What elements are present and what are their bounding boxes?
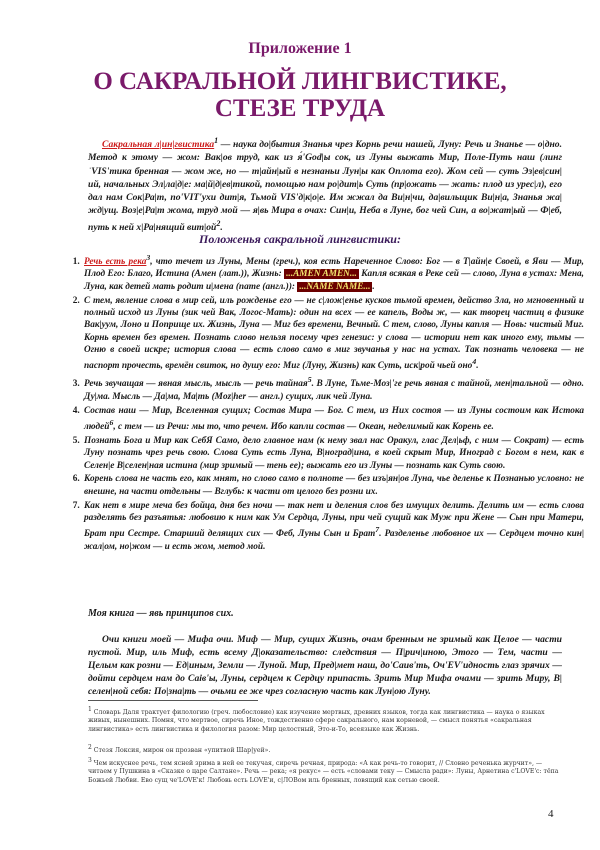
proposition-text: Речь звучащая — явная мысль, мысль — речь тайная xyxy=(84,379,308,390)
proposition-text: Познать Бога и Мир как СебЯ Само, дело главное нам (к нему звал нас Оракул, глас Дел|ьф, с ним — Сократ) — есть Луну познать чрез речь свою. Слова Суть есть Луна, В|ноград|ина, в коей скрыт Мир, Иноград с Богом в нем, как в Селен|е В|селен|ная истина (мир зримый — тень ее); выжать его из Луны — познать как Суть свою. xyxy=(84,435,584,471)
footnote-number: 3 xyxy=(88,757,92,764)
intro-text: — наука до|бытия Знанья чрез Корнь речи нашей, Луну: Речь и Знанье — о|дно. Метод к этому — жом: Вак|ов труд, как из я́'God|ы сок, из Луны выжать Мир, Поле-Путь наш (лингˈVIS'тика бренная — жом же, но — т|айн|ый в незнаньи Лун|ы как Оплота его). Жом сей — суть Эз|ев|син|ий, начальных Эл|ла|д|е: ма|й|д|ев|тикой, помощью нам ро|дит|ь Суть (пр|ожать — жать: плод из урес|л), его дал нам Сок|Ра|т, по'VIT'ухи дит|я, Тьмой VIS'д|к|о|е. Им жжал да Ви|н|чи, да|вильщик Ви|н|а, Знанья жа|жд|ущ. Воз|е|Ра|т жома, труд мой — я|вь Мира в очах: Син|и, Неба в Луне, бог чей Син, а во|жат|ый — Ф|еб, путь к ней х|Ра|нящий вит|ой xyxy=(88,139,562,234)
amen-badge: ...AMEN AMEN... xyxy=(286,269,357,280)
proposition-lead: Речь есть река xyxy=(84,257,147,268)
page-number: 4 xyxy=(548,808,554,820)
propositions-list xyxy=(62,252,584,555)
footnote-divider xyxy=(88,700,258,701)
book-statement: Моя книга — явь принципов сих. xyxy=(88,608,234,619)
proposition-item xyxy=(82,374,584,403)
proposition-tail: . xyxy=(476,361,479,372)
footnote-text: Словарь Даля трактует филологию (греч. любословие) как изучение мертвых, древних языков, тогда как лингвистика — наука о языках живых, нынешних. Помня, что мертвое, сиречь Иное, тождественно сфере сакрального, нам корневой, — смысл понятья «сакральная лингвистика» есть лингвистика и филология разом: Мир целостный, Это-и-То, всеязыке как Жизнь. xyxy=(88,709,545,733)
proposition-text: Как нет в мире меча без бойца, дня без ночи — так нет и деления слов без имущих делить. Делить им — есть слова разделять без разъятья: любовию к ним как Ум Сердца, Луны, при чей сущий как Муж при Жене — Сын при Матери, Брат при Сестре. Старший делящих сих — Феб, Луны Сын и Брат xyxy=(84,500,584,540)
intro-paragraph: Сакральная л|ин|гвистика$^1$ — наука до|бытия Знанья чрез Корнь речи нашей, Луну: Речь и Знанье — о|дно. Метод к этому — жом: Вак|ов труд, как из я́'God|ы сок, из Луны выжать Мир, Поле-Путь наш (лингˈVIS'тика бренная — жом же, но — т|айн|ый в незнаньи Лун|ы как Оплота его). Жом сей — суть Эз|ев|син|ий, начальных Эл|ла|д|е: ма|й|д|ев|тикой, помощью нам ро|дит|ь Суть (пр|ожать — жать: плод из урес|л), его дал нам Сок|Ра|т, по'VIT'ухи дит|я, Тьмой VIS'д|к|о|е. Им жжал да Ви|н|чи, да|вильщик Ви|н|а, Знанья жа|жд|ущ. Воз|е|Ра|т жома, труд мой — я|вь Мира в очах: Син|и, Неба в Луне, бог чей Син, а во|жат|ый — Ф|еб, путь к ней х|Ра|нящий $вит|ой^2$. xyxy=(88,136,562,234)
footnote-2 xyxy=(88,744,562,755)
proposition-tail: . Разделенье любовное их — Сердцем точно кин|жал|ом, но|жом — и есть жом, метод мой. xyxy=(84,529,584,552)
proposition-tail: . В Луне, Тьме-Моз|'ге речь явная с тайной, мен|тальной — одно. Ду|ма. Мысль — Да|ма, Ма|ть (Moz|her — англ.) сущих, лик чей Луна. xyxy=(84,379,584,402)
footnote-number: 2 xyxy=(88,744,92,751)
section-subheading: Положенья сакральной лингвистики: xyxy=(199,232,401,246)
footnote-ref-4[interactable]: 4 xyxy=(472,357,477,367)
proposition-item xyxy=(82,500,584,553)
title-line-1: О САКРАЛЬНОЙ ЛИНГВИСТИКЕ, xyxy=(93,68,507,95)
footnote-ref-7[interactable]: 7 xyxy=(375,525,380,535)
proposition-text: Корень слова не часть его, как мнят, но слово само в полноте — без изъ|ян|ов Луна, чье деленье к Познанью условно: не внешне, на части отдельны — Вглубь: к части от целого без розни их. xyxy=(84,474,584,497)
page-title xyxy=(40,68,560,122)
proposition-item xyxy=(82,295,584,373)
footnote-ref-6[interactable]: 6 xyxy=(109,417,114,427)
name-badge: ...NAME NAME... xyxy=(299,281,371,292)
footnote-text: Чем искуснее речь, тем ясней зрима в ней ее текучая, сиречь речная, природа: «А как речь-то говорит, // Словно реченька журчит», — читаем у Пушкина в «Сказке о царе Салтане». Речь — река; «я рекус» — есть «словами теку — Смысла ради»: Луны, Арнетина с'LOVE'с: тёпа Божьей Любви. Ево сущ че'LOVE'к! Любовь есть LOVE'и, с|ЛОВом иль бренных, ловящий как сетью своей. xyxy=(88,760,559,784)
proposition-item xyxy=(82,405,584,434)
proposition-text: С тем, явление слова в мир сей, иль рожденье его — не с|лож|енье кусков тьмой времен, действо Зла, но мгновенный и полный исход из Луны (зик чей Вак, Логос-Мать): один на всех — ее капель, Воды ж, — как творец частиц в физике Вак|уум, Лоно и Поприще их. Жизнь, Луна — Миг без времени, Вечный. С тем, слово, Луны капля — Новь: чистый Миг. Корнь времен без времен. Познать слово нельзя посему чрез генезис: у слова — истории нет как иного ему, тьмы — Огню в своей искре; история слова — есть слово само в миг звучанья у нас на устах. Так познать человека — не паспорт прочесть, времён свиток, но душу его: Миг (Луну, Жизнь) как Суть, иск|рой чьей оно xyxy=(84,295,584,372)
footnote-ref-3[interactable]: 3 xyxy=(146,253,151,262)
appendix-label: Приложение 1 xyxy=(248,40,352,57)
proposition-text-2: Капля всякая в Реке сей — слово, Луна в устах: Мена, Луна, как детей мать родит и|мена (name (англ.)): xyxy=(84,269,584,292)
title-line-2: СТЕЗЕ ТРУДА xyxy=(214,95,386,122)
intro-term: Сакральная л|ин|гвистика xyxy=(102,139,215,151)
footnote-ref-1[interactable]: 1 xyxy=(214,136,219,145)
proposition-text-3: . xyxy=(372,281,375,292)
proposition-item xyxy=(82,435,584,472)
footnote-1 xyxy=(88,706,562,734)
footnote-3 xyxy=(88,757,562,785)
closing-paragraph: Очи книги моей — Мифа очи. Миф — Мир, сущих Жизнь, очам бренным не зримый как Целое — части пустой. Мир, иль Миф, есть всему Д|оказательство: следствия — П|рич|иною, Этого — Тем, части — Целым как розни — Ед|иным, Земли — Луной. Мир, Пред|мет наш, до'Caив'ть, Оч'EV'идность глаз зрячих — дойти сердцем нам до Caiв'ы, Луны, сердцем к Сердцу припасть. Зрить Мир Мифа очами — зрить Миру, В|селен|ной себя: По|зна|ть — очьми ее же чрез согласную часть как Лун|ою Луну. xyxy=(88,634,562,697)
proposition-tail: , с тем — из Речи: мы то, что речем. Ибо капли состав — Океан, неделимый как Корень ее. xyxy=(113,422,494,432)
footnote-ref-5[interactable]: 5 xyxy=(307,375,312,385)
proposition-text: Состав наш — Мир, Вселенная сущих; Состав Мира — Бог. С тем, из Них состоя — из Луны состоим как Истока людей xyxy=(84,405,584,432)
footnote-text: Стезя Локсия, мирон он прозван «упитвой Шар|уей». xyxy=(93,747,271,755)
proposition-item xyxy=(82,252,584,293)
footnote-ref-2[interactable]: 2 xyxy=(216,219,221,229)
footnote-number: 1 xyxy=(88,706,92,713)
proposition-text: , что течет из Луны, Мены (греч.), коя есть Нареченное Слово: Бог — в Т|айн|е Своей, в Яви — Мир, Плод Его: Благо, Истина (Амен (лат.)), Жизнь: xyxy=(84,257,584,280)
proposition-item xyxy=(82,473,584,498)
